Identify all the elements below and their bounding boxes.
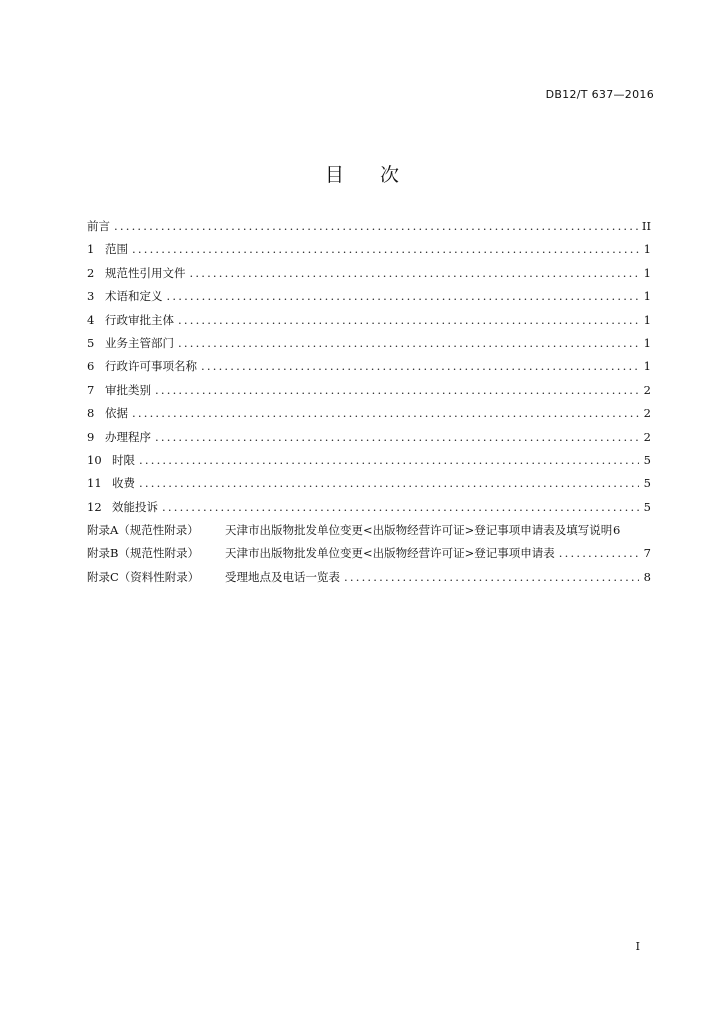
- toc-page-number: 7: [643, 546, 651, 561]
- toc-entry-6[interactable]: [87, 358, 651, 381]
- toc-leader-dots: [201, 359, 639, 373]
- toc-leader-dots: [190, 266, 640, 280]
- toc-page-number: 5: [643, 452, 651, 467]
- toc-page-number: 1: [643, 359, 651, 374]
- toc-entry-9[interactable]: [87, 429, 651, 452]
- toc-label: 业务主管部门: [105, 335, 174, 350]
- toc-page-number: 2: [643, 382, 651, 397]
- toc-page-number: 1: [643, 289, 651, 304]
- toc-label: 天津市出版物批发单位变更<出版物经营许可证>登记事项申请表: [225, 546, 555, 561]
- toc-page-number: 2: [643, 406, 651, 421]
- toc-label: 审批类别: [105, 382, 151, 397]
- toc-label: 办理程序: [105, 429, 151, 444]
- toc-number: 5: [87, 335, 95, 350]
- toc-label: 收费: [112, 476, 135, 491]
- toc-entry-appendix-b[interactable]: [87, 545, 651, 568]
- toc-entry-10[interactable]: [87, 452, 651, 475]
- toc-entry-3[interactable]: [87, 288, 651, 311]
- toc-label: 行政审批主体: [105, 312, 174, 327]
- toc-leader-dots: [167, 289, 640, 303]
- toc-leader-dots: [162, 500, 639, 514]
- toc-page-number: 1: [643, 312, 651, 327]
- toc-appendix-number: 附录C（资料性附录）: [87, 569, 200, 584]
- toc-number: 9: [87, 429, 95, 444]
- toc-label: 术语和定义: [105, 289, 163, 304]
- title-part-1: 目: [324, 164, 344, 186]
- toc-leader-dots: [139, 476, 639, 490]
- toc-entry-2[interactable]: [87, 265, 651, 288]
- toc-entry-5[interactable]: [87, 335, 651, 358]
- title-part-2: 次: [380, 164, 400, 186]
- toc-page-number: 1: [643, 265, 651, 280]
- toc-entry-appendix-a[interactable]: [87, 522, 651, 545]
- toc-appendix-number: 附录B（规范性附录）: [87, 546, 199, 561]
- toc-number: 11: [87, 476, 102, 491]
- toc-number: 4: [87, 312, 95, 327]
- toc-page-number: II: [641, 219, 651, 233]
- toc-label: 行政许可事项名称: [105, 359, 197, 374]
- toc-leader-dots: [178, 336, 639, 350]
- toc-number: 10: [87, 452, 102, 467]
- toc-entry-12[interactable]: [87, 499, 651, 522]
- toc-entry-8[interactable]: [87, 405, 651, 428]
- footer-page-number: I: [635, 940, 640, 953]
- toc-number: 1: [87, 242, 95, 257]
- toc-number: 8: [87, 406, 95, 421]
- toc-entry-4[interactable]: [87, 312, 651, 335]
- toc-number: 6: [87, 359, 95, 374]
- page-title: [0, 160, 724, 187]
- toc-label: 范围: [105, 242, 128, 257]
- toc-page-number: 5: [643, 476, 651, 491]
- toc-label: 依据: [105, 406, 128, 421]
- toc-leader-dots: [178, 313, 639, 327]
- toc-leader-dots: [139, 453, 639, 467]
- toc-label: 天津市出版物批发单位变更<出版物经营许可证>登记事项申请表及填写说明: [225, 523, 613, 538]
- toc-label: 规范性引用文件: [105, 265, 186, 280]
- toc-number: 7: [87, 382, 95, 397]
- toc-leader-dots: [559, 546, 639, 560]
- toc-page-number: 1: [643, 335, 651, 350]
- toc-label: 效能投诉: [112, 499, 158, 514]
- toc-entry-appendix-c[interactable]: [87, 569, 651, 592]
- toc-label: 受理地点及电话一览表: [225, 569, 340, 584]
- toc-label: 时限: [112, 452, 135, 467]
- toc-number: 12: [87, 499, 102, 514]
- toc-page-number: 2: [643, 429, 651, 444]
- toc-appendix-number: 附录A（规范性附录）: [87, 523, 199, 538]
- table-of-contents: [87, 218, 651, 592]
- toc-number: 3: [87, 289, 95, 304]
- toc-entry-11[interactable]: [87, 475, 651, 498]
- toc-page-number: 1: [643, 242, 651, 257]
- toc-page-number: 8: [643, 569, 651, 584]
- toc-number: 2: [87, 265, 95, 280]
- toc-leader-dots: [155, 383, 639, 397]
- toc-leader-dots: [155, 430, 639, 444]
- toc-leader-dots: [132, 406, 639, 420]
- toc-page-number: 5: [643, 499, 651, 514]
- toc-leader-dots: [114, 219, 638, 233]
- toc-page-number: 6: [612, 523, 621, 538]
- toc-entry-foreword[interactable]: [87, 218, 651, 241]
- toc-leader-dots: [132, 242, 639, 256]
- toc-entry-1[interactable]: [87, 241, 651, 264]
- toc-leader-dots: [344, 570, 639, 584]
- document-code: DB12/T 637—2016: [545, 88, 654, 101]
- toc-entry-7[interactable]: [87, 382, 651, 405]
- toc-label: 前言: [87, 219, 110, 233]
